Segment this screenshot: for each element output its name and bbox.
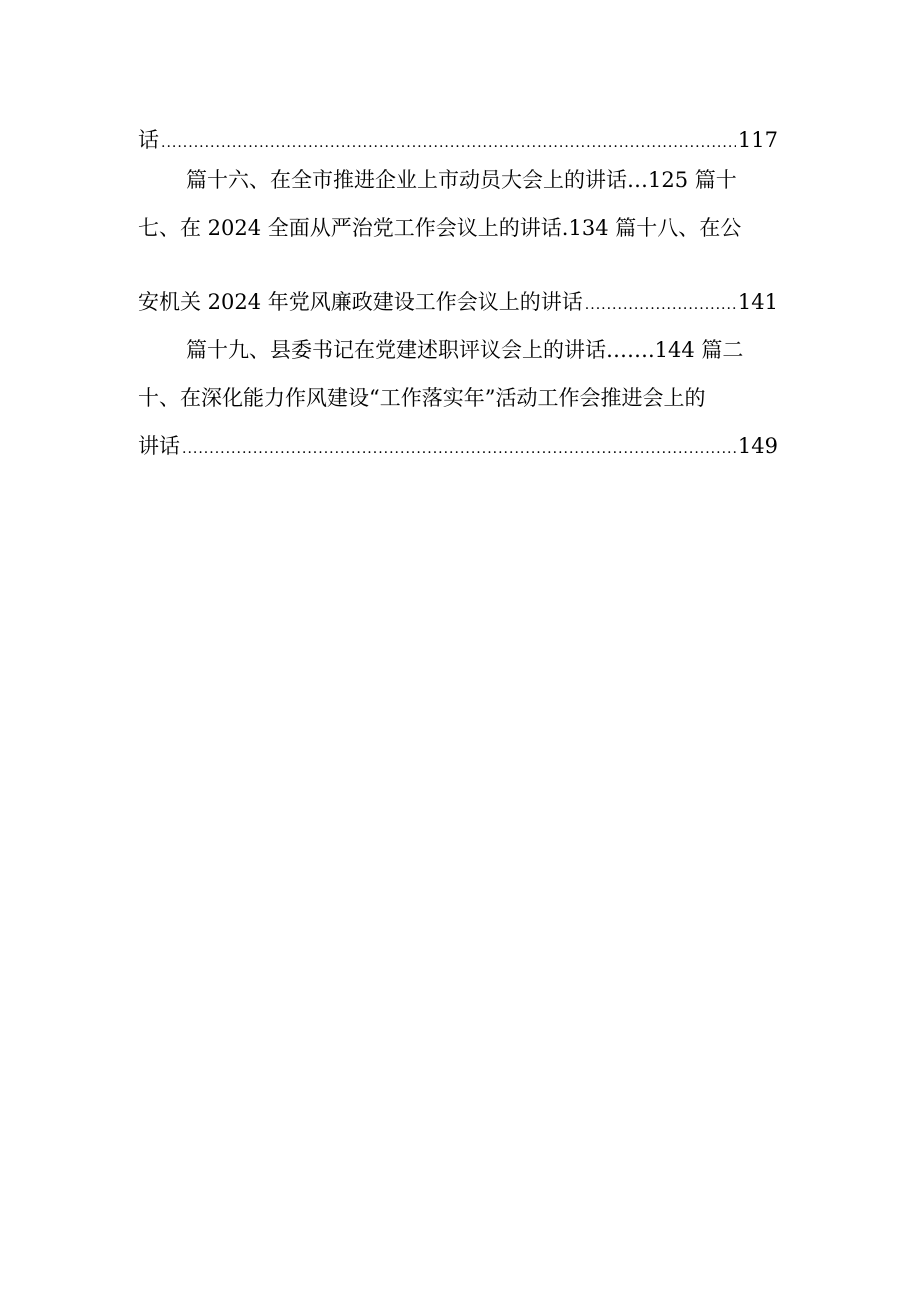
toc-entry-17 bbox=[138, 208, 778, 248]
toc-entry-text: 七、在 2024 全面从严治党工作会议上的讲话.134 篇十八、在公 bbox=[138, 216, 742, 240]
toc-entry-text: 讲话 bbox=[138, 434, 180, 458]
toc-line-continuation bbox=[138, 120, 778, 160]
toc-entry-20-end bbox=[138, 426, 778, 466]
toc-entry-16 bbox=[186, 160, 778, 200]
toc-page-number: 117 bbox=[737, 128, 778, 152]
toc-entry-text: 篇十六、在全市推进企业上市动员大会上的讲话…125 篇十 bbox=[186, 168, 737, 192]
toc-entry-text: 安机关 2024 年党风廉政建设工作会议上的讲话 bbox=[138, 290, 583, 314]
toc-entry-text: 篇十九、县委书记在党建述职评议会上的讲话…….144 篇二 bbox=[186, 338, 744, 362]
toc-page-number: 149 bbox=[737, 434, 778, 458]
dot-leader bbox=[182, 429, 736, 466]
toc-entry-text: 十、在深化能力作风建设“工作落实年”活动工作会推进会上的 bbox=[138, 386, 706, 410]
toc-entry-20 bbox=[138, 378, 778, 418]
toc-page-number: 141 bbox=[737, 290, 778, 314]
dot-leader bbox=[585, 285, 736, 322]
toc-entry-text: 话 bbox=[138, 128, 159, 152]
dot-leader bbox=[161, 123, 736, 160]
toc-entry-19 bbox=[186, 330, 778, 370]
toc-entry-18 bbox=[138, 282, 778, 322]
